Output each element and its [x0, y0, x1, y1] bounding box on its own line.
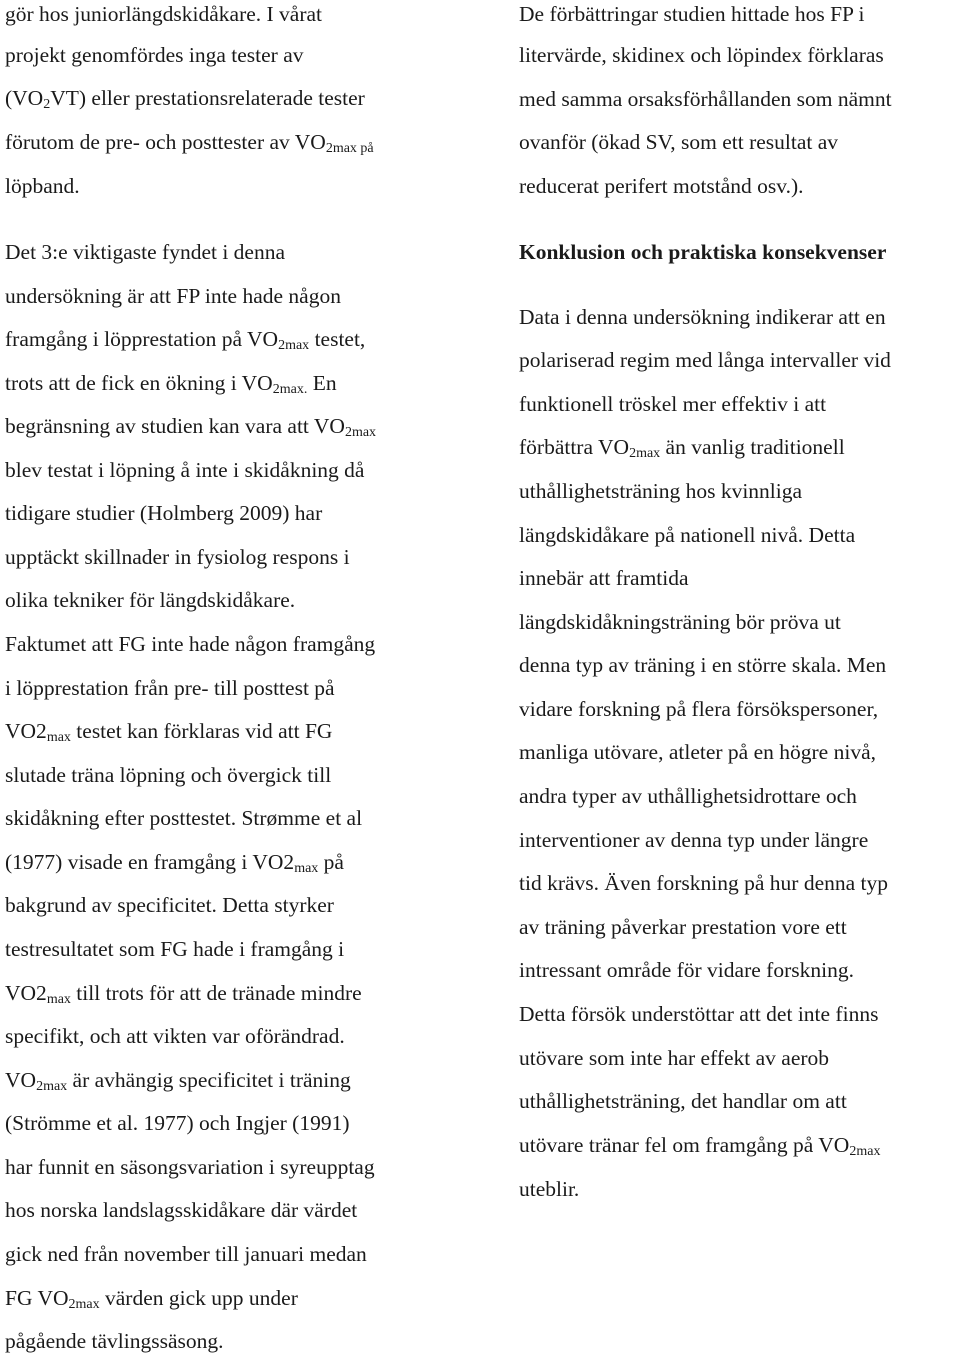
- text-line: har funnit en säsongsvariation i syreupptag: [5, 1155, 375, 1179]
- section-heading: Konklusion och praktiska konsekvenser: [519, 240, 887, 264]
- text-line: specifikt, och att vikten var oförändrad.: [5, 1024, 345, 1048]
- text-line: uthållighetsträning hos kvinnliga: [519, 479, 803, 503]
- text-line: gör hos juniorlängdskidåkare. I vårat: [5, 2, 323, 26]
- text-line: längdskidåkningsträning bör pröva ut: [519, 610, 841, 634]
- text-line: begränsning av studien kan vara att $VO_{2max}$: [5, 414, 377, 440]
- text-line: $(VO_2VT)$ eller prestationsrelaterade tester: [5, 86, 365, 112]
- text-line: De förbättringar studien hittade hos FP i: [519, 2, 865, 26]
- text-line: Detta försök understöttar att det inte finns: [519, 1002, 879, 1026]
- text-line: Det 3:e viktigaste fyndet i denna: [5, 240, 286, 264]
- text-line: framgång i löpprestation på $VO_{2max}$ testet,: [5, 327, 366, 353]
- text-line: ovanför (ökad SV, som ett resultat av: [519, 130, 839, 154]
- text-line: trots att de fick en ökning i $VO_{2max.}$ En: [5, 371, 337, 397]
- text-line: längdskidåkare på nationell nivå. Detta: [519, 523, 856, 547]
- text-line: skidåkning efter posttestet. Strømme et al: [5, 806, 363, 830]
- text-line: litervärde, skidinex och löpindex förklaras: [519, 43, 884, 67]
- text-line: intressant område för vidare forskning.: [519, 958, 854, 982]
- text-line: funktionell tröskel mer effektiv i att: [519, 392, 827, 416]
- text-line: tid krävs. Även forskning på hur denna typ: [519, 871, 889, 895]
- text-line: förutom de pre- och posttester av $VO_{2max på}$: [5, 130, 374, 156]
- text-line: innebär att framtida: [519, 566, 689, 590]
- text-line: $VO2_{max}$ testet kan förklaras vid att FG: [5, 719, 333, 745]
- text-line: (1977) visade en framgång i $VO2_{max}$ på: [5, 850, 344, 876]
- text-line: $VO_{2max}$ är avhängig specificitet i träning: [5, 1068, 351, 1094]
- text-line: uthållighetsträning, det handlar om att: [519, 1089, 847, 1113]
- text-line: pågående tävlingssäsong.: [5, 1329, 224, 1353]
- text-line: (Strömme et al. 1977) och Ingjer (1991): [5, 1111, 350, 1135]
- text-line: upptäckt skillnader in fysiolog respons i: [5, 545, 350, 569]
- text-line: undersökning är att FP inte hade någon: [5, 284, 341, 308]
- text-line: utövare tränar fel om framgång på $VO_{2max}$: [519, 1133, 881, 1159]
- text-line: av träning påverkar prestation vore ett: [519, 915, 847, 939]
- text-line: FG $VO_{2max}$ värden gick upp under: [5, 1286, 298, 1312]
- text-line: slutade träna löpning och övergick till: [5, 763, 332, 787]
- text-line: denna typ av träning i en större skala. Men: [519, 653, 887, 677]
- text-line: Faktumet att FG inte hade någon framgång: [5, 632, 376, 656]
- text-line: interventioner av denna typ under längre: [519, 828, 869, 852]
- text-line: reducerat perifert motstånd osv.).: [519, 174, 804, 198]
- text-line: i löpprestation från pre- till posttest på: [5, 676, 335, 700]
- text-line: utövare som inte har effekt av aerob: [519, 1046, 830, 1070]
- text-line: polariserad regim med långa intervaller vid: [519, 348, 891, 372]
- text-line: med samma orsaksförhållanden som nämnt: [519, 87, 892, 111]
- text-line: blev testat i löpning å inte i skidåkning då: [5, 458, 365, 482]
- text-line: $VO2_{max}$ till trots för att de tränade mindre: [5, 981, 362, 1007]
- text-line: projekt genomfördes inga tester av: [5, 43, 304, 67]
- text-line: andra typer av uthållighetsidrottare och: [519, 784, 857, 808]
- text-line: Data i denna undersökning indikerar att en: [519, 305, 886, 329]
- text-line: tidigare studier (Holmberg 2009) har: [5, 501, 323, 525]
- text-line: förbättra $VO_{2max}$ än vanlig traditionell: [519, 435, 845, 461]
- text-line: manliga utövare, atleter på en högre nivå,: [519, 740, 876, 764]
- text-line: olika tekniker för längdskidåkare.: [5, 588, 296, 612]
- text-line: hos norska landslagsskidåkare där värdet: [5, 1198, 358, 1222]
- text-line: gick ned från november till januari medan: [5, 1242, 367, 1266]
- text-line: uteblir.: [519, 1177, 580, 1201]
- text-line: vidare forskning på flera försökspersoner,: [519, 697, 879, 721]
- text-line: testresultatet som FG hade i framgång i: [5, 937, 345, 961]
- text-line: löpband.: [5, 174, 80, 198]
- text-line: bakgrund av specificitet. Detta styrker: [5, 893, 334, 917]
